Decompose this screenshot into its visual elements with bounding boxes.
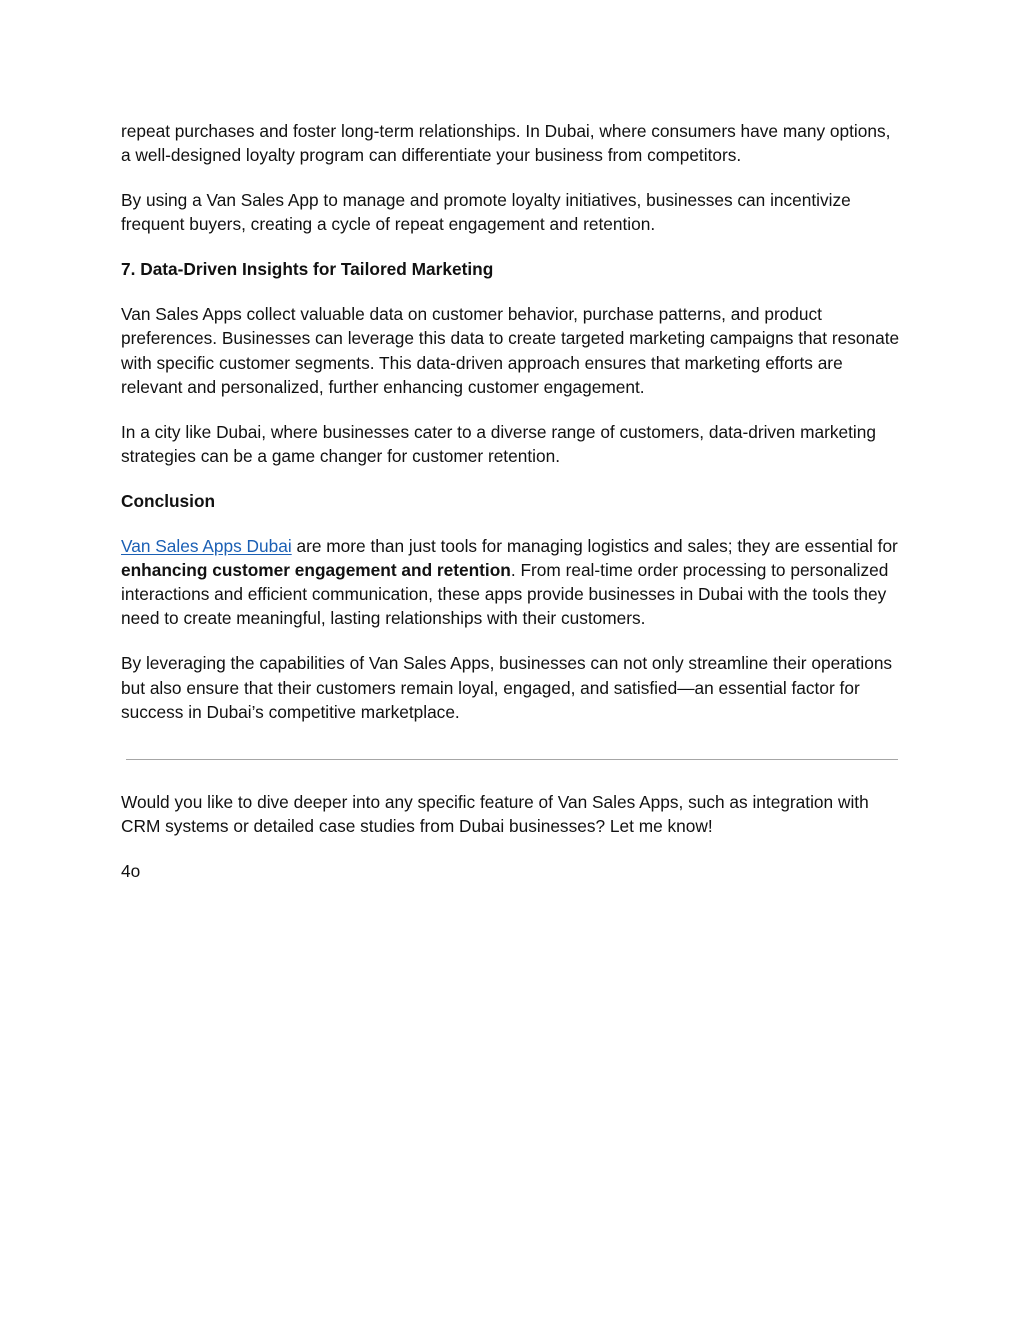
document-body xyxy=(121,119,903,904)
conclusion-text-part-a: are more than just tools for managing logistics and sales; they are essential for xyxy=(291,535,898,556)
van-sales-apps-dubai-link[interactable]: Van Sales Apps Dubai xyxy=(121,535,292,556)
section-heading-data-insights: 7. Data-Driven Insights for Tailored Marketing xyxy=(121,259,494,280)
paragraph-loyalty-intro: repeat purchases and foster long-term relationships. In Dubai, where consumers have many options, a well-designed loyalty program can differentiate your business from competitors. xyxy=(121,121,891,166)
section-heading-conclusion: Conclusion xyxy=(121,490,216,511)
paragraph-data-collection: Van Sales Apps collect valuable data on customer behavior, purchase patterns, and product preferences. Businesses can leverage this data to create targeted marketing campaigns that resonate with specific customer segments. This data-driven approach ensures that marketing efforts are relevant and personalized, further enhancing customer engagement. xyxy=(121,303,900,397)
horizontal-divider xyxy=(126,759,898,760)
paragraph-follow-up-question: Would you like to dive deeper into any specific feature of Van Sales Apps, such as integration with CRM systems or detailed case studies from Dubai businesses? Let me know! xyxy=(121,792,869,837)
paragraph-dubai-marketing: In a city like Dubai, where businesses cater to a diverse range of customers, data-driven marketing strategies can be a game changer for customer retention. xyxy=(121,421,876,466)
paragraph-conclusion xyxy=(121,534,903,631)
paragraph-loyalty-app: By using a Van Sales App to manage and promote loyalty initiatives, businesses can incentivize frequent buyers, creating a cycle of repeat engagement and retention. xyxy=(121,190,851,235)
paragraph-leveraging: By leveraging the capabilities of Van Sales Apps, businesses can not only streamline their operations but also ensure that their customers remain loyal, engaged, and satisfied—an essential factor for success in Dubai’s competitive marketplace. xyxy=(121,653,893,722)
conclusion-text-part-b: . From real-time order processing to personalized interactions and efficient communication, these apps provide businesses in Dubai with the tools they need to create meaningful, lasting relationships with their customers. xyxy=(121,559,889,629)
model-label: 4o xyxy=(121,861,141,882)
conclusion-bold-phrase: enhancing customer engagement and retention xyxy=(121,559,511,580)
